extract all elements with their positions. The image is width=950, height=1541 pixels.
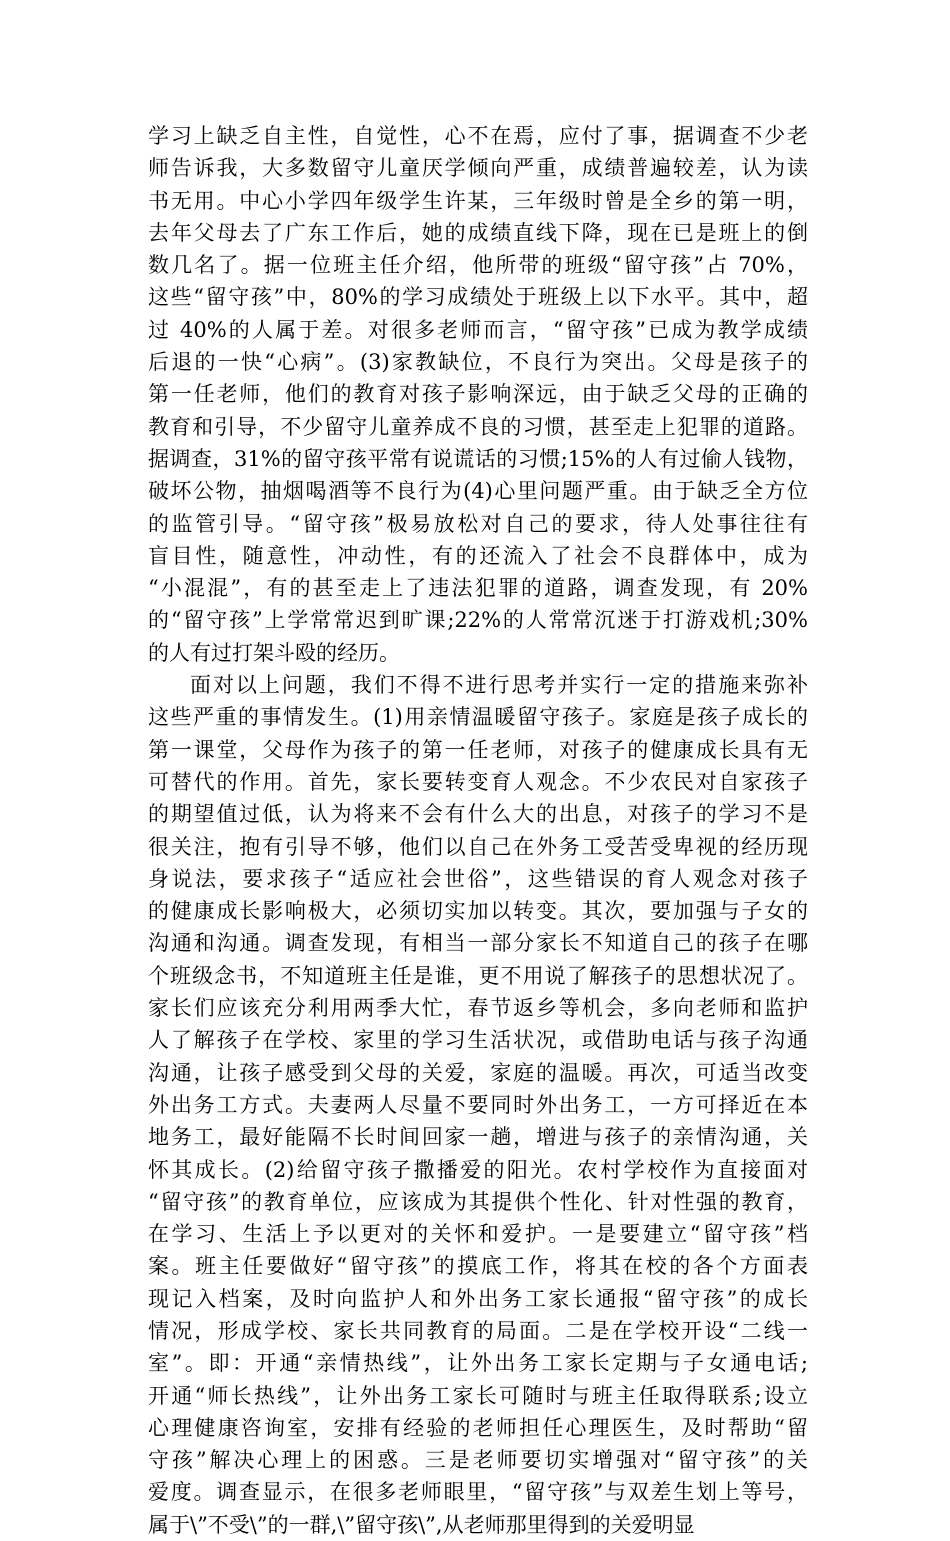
text-line: 沟通，让孩子感受到父母的关爱，家庭的温暖。再次，可适当改变 (148, 1060, 808, 1085)
text-line: 心理健康咨询室，安排有经验的老师担任心理医生，及时帮助“留 (148, 1415, 808, 1440)
text-line: 属于\”不受\”的一群,\”留守孩\”,从老师那里得到的关爱明显 (148, 1512, 695, 1537)
text-line: 在学习、生活上予以更对的关怀和爱护。一是要建立“留守孩”档 (148, 1222, 808, 1247)
text-line: 爱度。调查显示，在很多老师眼里，“留守孩”与双差生划上等号， (148, 1480, 808, 1505)
text-line: 去年父母去了广东工作后，她的成绩直线下降，现在已是班上的倒 (148, 220, 808, 245)
text-line: 地务工，最好能隔不长时间回家一趟，增进与孩子的亲情沟通，关 (148, 1125, 808, 1150)
document-body (148, 120, 808, 1541)
text-line: 盲目性，随意性，冲动性，有的还流入了社会不良群体中，成为 (148, 543, 808, 568)
text-line: 可替代的作用。首先，家长要转变育人观念。不少农民对自家孩子 (148, 769, 808, 794)
text-line: 身说法，要求孩子“适应社会世俗”，这些错误的育人观念对孩子 (148, 866, 808, 891)
text-line: 室”。即：开通“亲情热线”，让外出务工家长定期与子女通电话; (148, 1351, 808, 1376)
text-line: “留守孩”的教育单位，应该成为其提供个性化、针对性强的教育， (148, 1189, 808, 1214)
text-line: 开通“师长热线”，让外出务工家长可随时与班主任取得联系;设立 (148, 1383, 808, 1408)
text-line: 第一任老师，他们的教育对孩子影响深远，由于缺乏父母的正确的 (148, 382, 808, 407)
paragraph (148, 120, 808, 669)
text-line: 的健康成长影响极大，必须切实加以转变。其次，要加强与子女的 (148, 899, 808, 924)
text-line: 教育和引导，不少留守儿童养成不良的习惯，甚至走上犯罪的道路。 (148, 414, 808, 439)
text-line: 这些“留守孩”中，80%的学习成绩处于班级上以下水平。其中，超 (148, 285, 808, 310)
text-line: 很关注，抱有引导不够，他们以自己在外务工受苦受卑视的经历现 (148, 834, 808, 859)
paragraph (148, 669, 808, 1541)
text-line: 家长们应该充分利用两季大忙，春节返乡等机会，多向老师和监护 (148, 996, 808, 1021)
text-line: 数几名了。据一位班主任介绍，他所带的班级“留守孩”占 70%， (148, 253, 808, 278)
text-line: 这些严重的事情发生。(1)用亲情温暖留守孩子。家庭是孩子成长的 (148, 705, 808, 730)
text-line: 后退的一快“心病”。(3)家教缺位，不良行为突出。父母是孩子的 (148, 350, 808, 375)
text-line: 面对以上问题，我们不得不进行思考并实行一定的措施来弥补 (190, 673, 808, 698)
text-line: 过 40%的人属于差。对很多老师而言，“留守孩”已成为教学成绩 (148, 317, 808, 342)
text-line: 的人有过打架斗殴的经历。 (148, 640, 400, 665)
text-line: 破坏公物，抽烟喝酒等不良行为(4)心里问题严重。由于缺乏全方位 (148, 479, 808, 504)
text-line: 现记入档案，及时向监护人和外出务工家长通报“留守孩”的成长 (148, 1286, 808, 1311)
text-line: “小混混”，有的甚至走上了违法犯罪的道路，调查发现，有 20% (148, 576, 808, 601)
text-line: 案。班主任要做好“留守孩”的摸底工作，将其在校的各个方面表 (148, 1254, 808, 1279)
text-line: 书无用。中心小学四年级学生许某，三年级时曾是全乡的第一明， (148, 188, 808, 213)
text-line: 人了解孩子在学校、家里的学习生活状况，或借助电话与孩子沟通 (148, 1028, 808, 1053)
text-line: 外出务工方式。夫妻两人尽量不要同时外出务工，一方可择近在本 (148, 1092, 808, 1117)
text-line: 情况，形成学校、家长共同教育的局面。二是在学校开设“二线一 (148, 1318, 808, 1343)
text-line: 的“留守孩”上学常常迟到旷课;22%的人常常沉迷于打游戏机;30% (148, 608, 808, 633)
text-line: 据调查，31%的留守孩平常有说谎话的习惯;15%的人有过偷人钱物， (148, 446, 808, 471)
text-line: 师告诉我，大多数留守儿童厌学倾向严重，成绩普遍较差，认为读 (148, 156, 808, 181)
text-line: 个班级念书，不知道班主任是谁，更不用说了解孩子的思想状况了。 (148, 963, 808, 988)
text-line: 学习上缺乏自主性，自觉性，心不在焉，应付了事，据调查不少老 (148, 124, 808, 148)
text-line: 沟通和沟通。调查发现，有相当一部分家长不知道自己的孩子在哪 (148, 931, 808, 956)
text-line: 守孩”解决心理上的困惑。三是老师要切实增强对“留守孩”的关 (148, 1448, 808, 1473)
text-line: 怀其成长。(2)给留守孩子撒播爱的阳光。农村学校作为直接面对 (148, 1157, 808, 1182)
text-line: 的监管引导。“留守孩”极易放松对自己的要求，待人处事往往有 (148, 511, 808, 536)
text-line: 第一课堂，父母作为孩子的第一任老师，对孩子的健康成长具有无 (148, 737, 808, 762)
text-line: 的期望值过低，认为将来不会有什么大的出息，对孩子的学习不是 (148, 802, 808, 827)
